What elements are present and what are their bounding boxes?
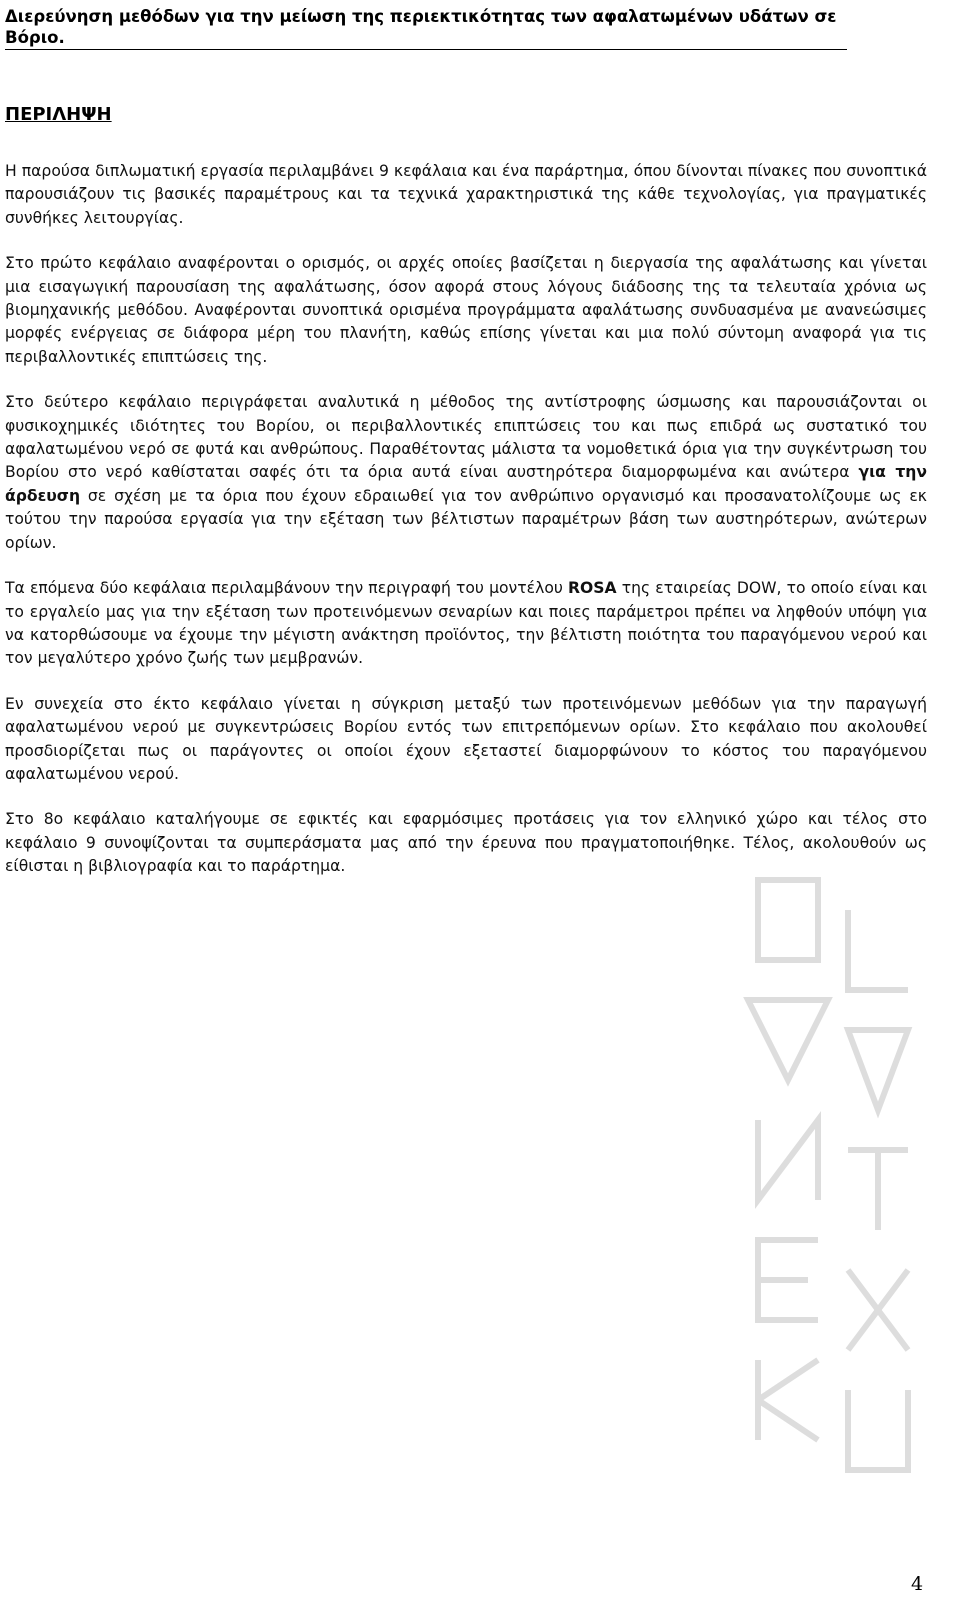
paragraph-chapters-8-9: Στο 8ο κεφάλαιο καταλήγουμε σε εφικτές και εφαρμόσιμες προτάσεις για τον ελληνικό χώρο και τέλος στο κεφάλαιο 9 συνοψίζονται τα συμπεράσματα μας από την έρευνα που πραγματοποιήθηκε. Τέλος, ακολουθούν ως είθισται η βιβλιογραφία και το παράρτημα.: [5, 810, 927, 876]
paragraph-text: Τα επόμενα δύο κεφάλαια περιλαμβάνουν την περιγραφή του μοντέλου: [5, 579, 569, 598]
bold-phrase-irrigation: για την άρδευση: [5, 463, 928, 505]
document-title: Διερεύνηση μεθόδων για την μείωση της περιεκτικότητας των αφαλατωμένων υδάτων σε Βόριο.: [5, 6, 847, 50]
paragraph-chapters-3-4: [5, 577, 927, 671]
paragraph-chapter-1: Στο πρώτο κεφάλαιο αναφέρονται ο ορισμός, οι αρχές οποίες βασίζεται η διεργασία της αφαλάτωσης και γίνεται μια εισαγωγική παρουσίαση της αφαλάτωσης, όσον αφορά στους λόγους διάδοσης της τα τελευταία χρόνια ως βιομηχανικής μεθόδου. Αναφέρονται συνοπτικά ορισμένα προγράμματα αφαλάτωσης συνδυασμένα με ανανεώσιμες μορφές ενέργειας σε διάφορα μέρη του πλανήτη, καθώς επίσης γίνεται και μια πολύ σύντομη αναφορά για τις περιβαλλοντικές επιπτώσεις της.: [5, 254, 927, 366]
paragraph-text: της εταιρείας DOW, το οποίο είναι και το εργαλείο μας για την εξέταση των προτεινόμενων σεναρίων και ποιες παράμετροι πρέπει να ληφθούν υπόψη για να κατορθώσουμε να έχουμε την μέγιστη ανάκτηση προϊόντος, την βέλτιστη ποιότητα του παραγόμενου νερού και τον μεγαλύτερο χρόνο ζωής των μεμβρανών.: [5, 579, 927, 668]
bold-term-rosa: ROSA: [568, 579, 617, 598]
document-page: [5, 0, 927, 879]
section-heading-summary: ΠΕΡΙΛΗΨΗ: [5, 104, 112, 125]
paragraph-chapters-6-7: Εν συνεχεία στο έκτο κεφάλαιο γίνεται η σύγκριση μεταξύ των προτεινόμενων μεθόδων για την παραγωγή αφαλατωμένου νερού με συγκεντρώσεις Βορίου εντός των επιτρεπόμενων ορίων. Στο κεφάλαιο που ακολουθεί προσδιορίζεται πως οι παράγοντες οι οποίοι έχουν εξεταστεί διαμορφώνουν το κόστος του παραγόμενου αφαλατωμένου νερού.: [5, 694, 927, 783]
university-seal-watermark-icon: [718, 850, 958, 1570]
paragraph-text: Στο δεύτερο κεφάλαιο περιγράφεται αναλυτικά η μέθοδος της αντίστροφης ώσμωσης και παρουσιάζονται οι φυσικοχημικές ιδιότητες του Βορίου, οι περιβαλλοντικές επιπτώσεις του και πως επιδρά ως συστατικό του αφαλατωμένου νερό σε φυτά και ανθρώπους. Παραθέτοντας μάλιστα τα νομοθετικά όρια για την συγκέντρωση του Βορίου στο νερό καθίσταται σαφές ότι τα όρια αυτά είναι αυστηρότερα διαμορφωμένα και ανώτερα: [5, 393, 927, 482]
paragraph-chapter-2: [5, 391, 927, 555]
paragraph-text: σε σχέση με τα όρια που έχουν εδραιωθεί για τον ανθρώπινο οργανισμό και προσανατολίζουμε ως εκ τούτου την παρούσα εργασία για την εξέταση των βέλτιστων παραμέτρων βάση των αυστηρότερων, ανώτερων ορίων.: [5, 486, 927, 552]
page-number: 4: [911, 1573, 924, 1595]
paragraph-intro: Η παρούσα διπλωματική εργασία περιλαμβάνει 9 κεφάλαια και ένα παράρτημα, όπου δίνονται πίνακες που συνοπτικά παρουσιάζουν τις βασικές παραμέτρους και τα τεχνικά χαρακτηριστικά της κάθε τεχνολογίας, για πραγματικές συνθήκες λειτουργίας.: [5, 162, 927, 227]
